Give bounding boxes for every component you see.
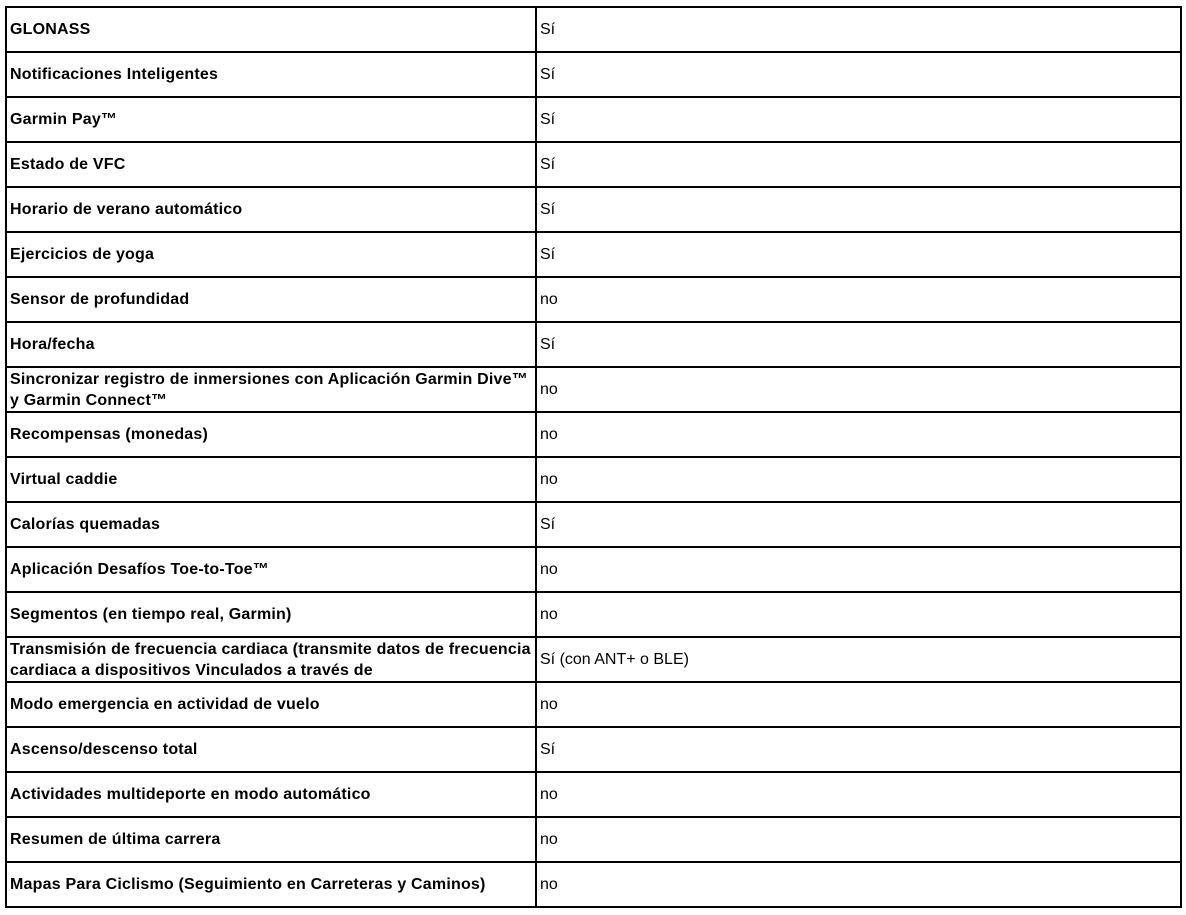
feature-name-cell [6, 457, 536, 502]
feature-name: Aplicación Desafíos Toe-to-Toe™ [10, 561, 269, 578]
feature-name-cell [6, 367, 536, 412]
feature-value: Sí [540, 516, 556, 533]
feature-value: no [540, 381, 558, 398]
table-row [6, 277, 1181, 322]
feature-value-cell [536, 52, 1181, 97]
feature-name: Modo emergencia en actividad de vuelo [10, 696, 320, 713]
feature-value-cell [536, 547, 1181, 592]
table-row [6, 322, 1181, 367]
feature-value: no [540, 561, 558, 578]
table-row [6, 592, 1181, 637]
feature-value: Sí [540, 21, 556, 38]
feature-name: Actividades multideporte en modo automático [10, 786, 371, 803]
feature-value: Sí [540, 201, 556, 218]
table-row [6, 817, 1181, 862]
feature-value: Sí [540, 66, 556, 83]
table-row [6, 97, 1181, 142]
feature-name: Recompensas (monedas) [10, 426, 209, 443]
feature-value-cell [536, 502, 1181, 547]
table-row [6, 367, 1181, 412]
table-row [6, 637, 1181, 682]
feature-value: no [540, 876, 558, 893]
feature-name: Resumen de última carrera [10, 831, 221, 848]
table-row [6, 142, 1181, 187]
feature-name: Segmentos (en tiempo real, Garmin) [10, 606, 292, 623]
feature-name-cell [6, 232, 536, 277]
feature-name: Ejercicios de yoga [10, 246, 155, 263]
feature-value-cell [536, 322, 1181, 367]
feature-value-cell [536, 412, 1181, 457]
feature-value: no [540, 471, 558, 488]
table-row [6, 187, 1181, 232]
feature-value-cell [536, 457, 1181, 502]
feature-value-cell [536, 187, 1181, 232]
table-row [6, 547, 1181, 592]
feature-value-cell [536, 367, 1181, 412]
feature-name: Sincronizar registro de inmersiones con Aplicación Garmin Dive™ y Garmin Connect™ [10, 370, 528, 409]
feature-name-cell [6, 682, 536, 727]
feature-name: Virtual caddie [10, 471, 118, 488]
feature-value: Sí [540, 111, 556, 128]
feature-value: Sí [540, 336, 556, 353]
feature-name: Horario de verano automático [10, 201, 243, 218]
table-row [6, 457, 1181, 502]
feature-name-cell [6, 862, 536, 907]
feature-value-cell [536, 232, 1181, 277]
feature-value-cell [536, 142, 1181, 187]
feature-value: no [540, 831, 558, 848]
feature-name: Notificaciones Inteligentes [10, 66, 219, 83]
table-row [6, 412, 1181, 457]
feature-value-cell [536, 97, 1181, 142]
feature-name-cell [6, 322, 536, 367]
table-row [6, 7, 1181, 52]
feature-name-cell [6, 97, 536, 142]
feature-value: Sí (con ANT+ o BLE) [540, 651, 689, 668]
feature-name-cell [6, 142, 536, 187]
feature-name: Garmin Pay™ [10, 111, 118, 128]
feature-name: GLONASS [10, 21, 91, 38]
table-row [6, 727, 1181, 772]
table-row [6, 682, 1181, 727]
feature-value-cell [536, 682, 1181, 727]
feature-value: no [540, 426, 558, 443]
feature-value-cell [536, 727, 1181, 772]
table-row [6, 502, 1181, 547]
feature-name-cell [6, 547, 536, 592]
feature-name-cell [6, 52, 536, 97]
feature-value: no [540, 696, 558, 713]
feature-name: Hora/fecha [10, 336, 95, 353]
feature-value: Sí [540, 156, 556, 173]
table-row [6, 232, 1181, 277]
table-row [6, 52, 1181, 97]
feature-value-cell [536, 817, 1181, 862]
feature-name-cell [6, 592, 536, 637]
feature-value: Sí [540, 741, 556, 758]
feature-name-cell [6, 277, 536, 322]
feature-name: Transmisión de frecuencia cardiaca (transmite datos de frecuencia cardiaca a dispositivos Vinculados a través de [10, 640, 531, 679]
feature-value-cell [536, 862, 1181, 907]
feature-value-cell [536, 592, 1181, 637]
feature-spec-table [5, 6, 1182, 908]
feature-value-cell [536, 637, 1181, 682]
feature-value: no [540, 786, 558, 803]
feature-name-cell [6, 187, 536, 232]
feature-name: Sensor de profundidad [10, 291, 190, 308]
feature-name: Calorías quemadas [10, 516, 161, 533]
feature-value-cell [536, 772, 1181, 817]
table-row [6, 772, 1181, 817]
feature-name-cell [6, 637, 536, 682]
feature-name-cell [6, 727, 536, 772]
feature-name-cell [6, 772, 536, 817]
feature-value-cell [536, 277, 1181, 322]
feature-value-cell [536, 7, 1181, 52]
feature-name: Ascenso/descenso total [10, 741, 198, 758]
feature-name-cell [6, 7, 536, 52]
feature-value: no [540, 291, 558, 308]
feature-value: no [540, 606, 558, 623]
feature-value: Sí [540, 246, 556, 263]
feature-name-cell [6, 817, 536, 862]
feature-name: Mapas Para Ciclismo (Seguimiento en Carreteras y Caminos) [10, 876, 486, 893]
spec-table-body [6, 7, 1181, 907]
feature-name: Estado de VFC [10, 156, 126, 173]
feature-name-cell [6, 502, 536, 547]
table-row [6, 862, 1181, 907]
feature-name-cell [6, 412, 536, 457]
